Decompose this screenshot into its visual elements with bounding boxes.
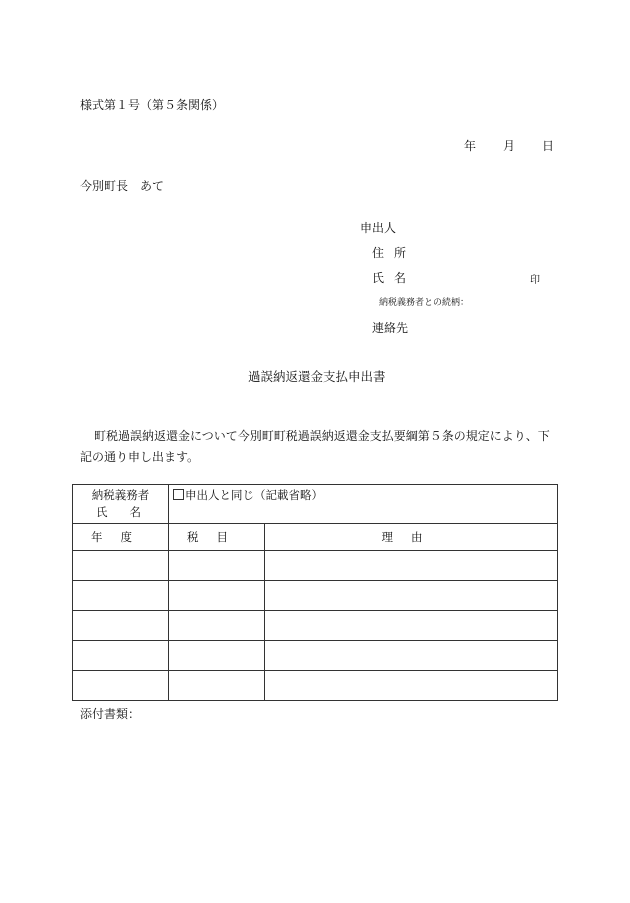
reason-cell[interactable] bbox=[265, 641, 558, 671]
same-as-applicant-label: 申出人と同じ（記載省略） bbox=[185, 488, 323, 502]
table-row bbox=[73, 611, 558, 641]
fiscal-year-cell[interactable] bbox=[73, 581, 169, 611]
date-line bbox=[464, 137, 554, 154]
taxpayer-label-cell bbox=[73, 485, 169, 524]
refund-table bbox=[72, 484, 558, 701]
fiscal-year-cell[interactable] bbox=[73, 641, 169, 671]
fiscal-year-cell[interactable] bbox=[73, 611, 169, 641]
relation-label: 納税義務者との続柄： bbox=[379, 298, 470, 308]
tax-item-cell[interactable] bbox=[169, 581, 265, 611]
taxpayer-row bbox=[73, 485, 558, 524]
form-number: 様式第１号（第５条関係） bbox=[80, 98, 225, 112]
header-fiscal-year: 年度 bbox=[73, 524, 169, 551]
table-row bbox=[73, 551, 558, 581]
date-day: 日 bbox=[541, 139, 554, 153]
taxpayer-name-cell[interactable] bbox=[169, 485, 558, 524]
table-row bbox=[73, 671, 558, 701]
fiscal-year-cell[interactable] bbox=[73, 551, 169, 581]
addressee: 今別町長 あて bbox=[80, 179, 165, 193]
fiscal-year-cell[interactable] bbox=[73, 671, 169, 701]
body-text-line1: 町税過誤納返還金について今別町町税過誤納返還金支払要綱第５条の規定により、下 bbox=[94, 429, 550, 443]
table-row bbox=[73, 581, 558, 611]
taxpayer-label-line1: 納税義務者 bbox=[91, 488, 150, 502]
tax-item-cell[interactable] bbox=[169, 611, 265, 641]
seal-mark: 印 bbox=[530, 275, 540, 286]
applicant-heading: 申出人 bbox=[360, 221, 397, 235]
reason-cell[interactable] bbox=[265, 611, 558, 641]
header-tax-item: 税目 bbox=[169, 524, 265, 551]
reason-cell[interactable] bbox=[265, 551, 558, 581]
address-label: 住所 bbox=[372, 246, 417, 260]
taxpayer-label-line2: 氏名 bbox=[96, 505, 163, 519]
document-title: 過誤納返還金支払申出書 bbox=[248, 369, 386, 384]
reason-cell[interactable] bbox=[265, 581, 558, 611]
contact-label: 連絡先 bbox=[372, 321, 409, 335]
reason-cell[interactable] bbox=[265, 671, 558, 701]
tax-item-cell[interactable] bbox=[169, 671, 265, 701]
name-label: 氏名 bbox=[372, 271, 417, 285]
date-year: 年 bbox=[464, 139, 477, 153]
same-as-applicant-checkbox[interactable] bbox=[173, 489, 184, 500]
tax-item-cell[interactable] bbox=[169, 551, 265, 581]
tax-item-cell[interactable] bbox=[169, 641, 265, 671]
attachments-label: 添付書類： bbox=[80, 707, 141, 721]
header-reason: 理由 bbox=[265, 524, 558, 551]
table-row bbox=[73, 641, 558, 671]
body-text-line2: 記の通り申し出ます。 bbox=[80, 450, 200, 464]
table-header-row bbox=[73, 524, 558, 551]
date-month: 月 bbox=[502, 139, 515, 153]
